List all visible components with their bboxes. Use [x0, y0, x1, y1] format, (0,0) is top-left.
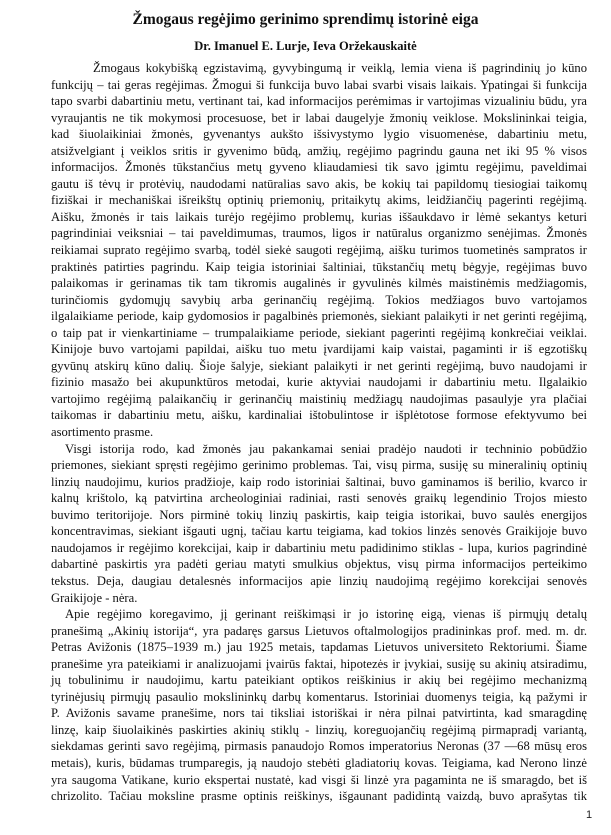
text-line: tyrinėjusių pirmųjų pasaulio mokslininkų darbų komentarus. Istoriniai duomenys teigia, ką pažymi ir [51, 689, 587, 704]
text-line: Petras Avižonis (1875–1939 m.) jau 1925 metais, tapdamas Lietuvos universiteto Rektoriumi. Šiame [51, 640, 587, 655]
text-line: chrizolito. Tačiau moksline prasme optinis reiškinys, išgaunant padidintą vaizdą, buvo aprašytas tik [51, 789, 587, 804]
text-line: Aišku, žmonės ir tais laikais turėjo regėjimo problemų, kurias iššaukdavo ir lėmė sekantys keturi [51, 209, 587, 224]
text-line: koncentravimas, siekiant išgauti ugnį, tačiau kartu teigiama, kad tokios linzės senovės Graikijoje buvo [51, 524, 587, 539]
text-line: Apie regėjimo koregavimo, jį gerinant reiškimąsi ir jo istorinę eigą, vienas iš pirmųjų detalų [65, 607, 587, 622]
text-line: Kinijoje buvo vartojami papildai, aišku tuo metu įvardijami kaip vaistai, pagaminti ir iš egzotiškų [51, 342, 587, 357]
text-line: fiziškai ir mechaniškai išreikštų optinių priemonių, pritaikytų akims, leidžiančių pagerinti regėjimą. [51, 193, 587, 208]
text-line: palaikomas ir gerinamas tik tam tikromis augalinės ir gyvulinės kilmės maistinėmis medžiagomis, [51, 276, 587, 291]
text-line: dabartinė paskirtis yra padėti geriau matyti smulkius objektus, visų pirma informacijos perteikimo [51, 557, 587, 572]
text-line: praktinės patirties pagrindu. Kaip teigia istoriniai šaltiniai, tūkstančių metų bėgyje, regėjimas buvo [51, 259, 587, 274]
document-title: Žmogaus regėjimo gerinimo sprendimų istorinė eiga [132, 11, 479, 28]
text-line: pranešime yra pateikiami ir analizuojami įvairūs faktai, hipotezės ir įvykiai, susiję su akinių atsiradimu, [51, 656, 587, 671]
text-line: P. Avižonis savame pranešime, nors tai tiksliai istoriškai ir nėra pilnai patvirtinta, kad smaragdinę [51, 706, 587, 721]
text-line: funkcijų – tai geras regėjimas. Žmogui ši funkcija buvo labai svarbi visais laikais. Ypatingai ši funkcija [51, 77, 587, 92]
text-line: kad šiuolaikiniai žmonės, gyvenantys aukšto išsivystymo lygio visuomenėse, dabartiniu metu, [51, 127, 587, 142]
text-line: pranešimą „Akinių istorija“, yra padaręs garsus Lietuvos oftalmologijos pradininkas prof. med. m. dr. [51, 623, 587, 638]
text-line: buvimo teritorijoje. Nors pirminė tokių linzių paskirtis, kaip teigia istorikai, buvo saulės energijos [51, 507, 587, 522]
text-line: gautu iš tėvų ir protėvių, naudodami natūralias savo akis, be kokių tai papildomų tiesiogiai taikomų [51, 176, 587, 191]
text-line: ilgalaikiame periode, kaip gydomosios ir pagalbinės priemonės, siekiant palaikyti ir net gerinti regėjimą, [51, 309, 587, 324]
text-line: tapo svarbi dabartiniu metu, vertinant tai, kad informacijos perėmimas ir vartojimas vizualiniu būdu, yra [51, 94, 587, 109]
text-line: kalnų krištolo, ką patvirtina archeologiniai radiniai, rasti senovės graikų legendinio Trojos miesto [51, 491, 587, 506]
text-line: yra saugoma Vatikane, kurio ekspertai nustatė, kad visgi ši linzė yra pagaminta ne iš smaragdo, bet iš [51, 772, 587, 787]
text-line: siekdamas gerinti savo regėjimą, pirmasis panaudojo Romos imperatorius Neronas (37 —68 mūsų eros [51, 739, 587, 754]
text-line: Visgi istorija rodo, kad žmonės jau pakankamai seniai pradėjo naudoti ir techninio pobūdžio [65, 441, 587, 456]
document-body [51, 60, 587, 805]
text-line: informacijos. Žmonės tūkstančius metų gyveno kliaudamiesi tik savo įgimtu regėjimu, paveldimai [51, 160, 587, 175]
text-line: o taip pat ir vienkartiniame – trumpalaikiame periode, siekiant pagerinti regėjimą konkrečiai veiklai. [51, 325, 587, 340]
document-authors: Dr. Imanuel E. Lurje, Ieva Oržekauskaitė [194, 39, 417, 53]
text-line: naudojamos ir regėjimo korekcijai, kaip ir dabartiniu metu padidinimo stiklas - lupa, kurios pagrindinė [51, 540, 587, 555]
text-line: reikiamai suprato regėjimo svarbą, todėl siekė saugoti regėjimą, aišku turimos tuometinės sampratos ir [51, 243, 587, 258]
text-line: Žmogaus kokybišką egzistavimą, gyvybingumą ir veiklą, lemia viena iš pagrindinių jo kūno [93, 61, 587, 75]
page-number: 1 [586, 809, 593, 821]
text-line: priemones, siekiant spręsti regėjimo gerinimo problemas. Tai, visų pirma, susiję su mineralinių optinių [51, 458, 587, 473]
text-line: turinčiomis gydomųjų savybių arba gerinančių regėjimą. Tokios medžiagos buvo vartojamos [51, 292, 587, 307]
text-line: gyvūnų atskirų kūno dalių. Šioje šalyje, siekiant palaikyti ir net gerinti regėjimą, buvo naudojami ir [51, 358, 587, 373]
text-line: taikomas ir dabartiniu metu, aišku, kardinaliai ištobulintose ir išplėtotose formose efektyvumo bei [51, 408, 587, 423]
text-line: pagrindiniai veiksniai – tai paveldimumas, traumos, ligos ir natūralus organizmo senėjimas. Žmonės [51, 226, 587, 241]
text-line: Graikijoje - nėra. [51, 590, 138, 605]
text-line: metais), kuris, būdamas trumparegis, ją naudojo stebėti gladiatorių kovas. Teigiama, kad Nerono linzė [51, 755, 587, 770]
text-line: linzę, kaip šiuolaikinės paskirties akinių stiklų - linzių, koreguojančių regėjimą pirmapradį variantą, [51, 722, 587, 737]
text-line: atsižvelgiant į veiklos sritis ir gyvenimo būdą, amžių, regėjimo pagrindu gauna net iki 95 % visos [51, 143, 587, 158]
text-line: fizinio masažo bei akupunktūros metodai, kurie aktyviai naudojami ir dabartiniu metu. Ilgalaikio [51, 375, 587, 390]
text-line: linzių naudojimu, kurios pradžioje, kaip rodo istoriniai šaltinai, buvo gaminamos iš berilio, kvarco ir [51, 474, 587, 489]
text-line: tekstus. Deja, daugiau detalesnės informacijos apie linzių naudojimą regėjimo korekcijai senovės [51, 573, 587, 588]
text-line: vartojimo regėjimą palaikančių ir gerinančių maistinių medžiagų naudojimas pasaulyje yra plačiai [51, 391, 587, 406]
text-line: vyraujantis ne tik mokymosi procesuose, bet ir labai daugelyje žmonių veiklose. Mokslininkai teigia, [51, 110, 587, 125]
text-line: asortimento prasme. [51, 425, 154, 440]
text-line: jų tobulinimu ir naudojimu, kartu pateikiant optikos reiškinius ir akių bei regėjimo mechanizmą [51, 673, 587, 688]
